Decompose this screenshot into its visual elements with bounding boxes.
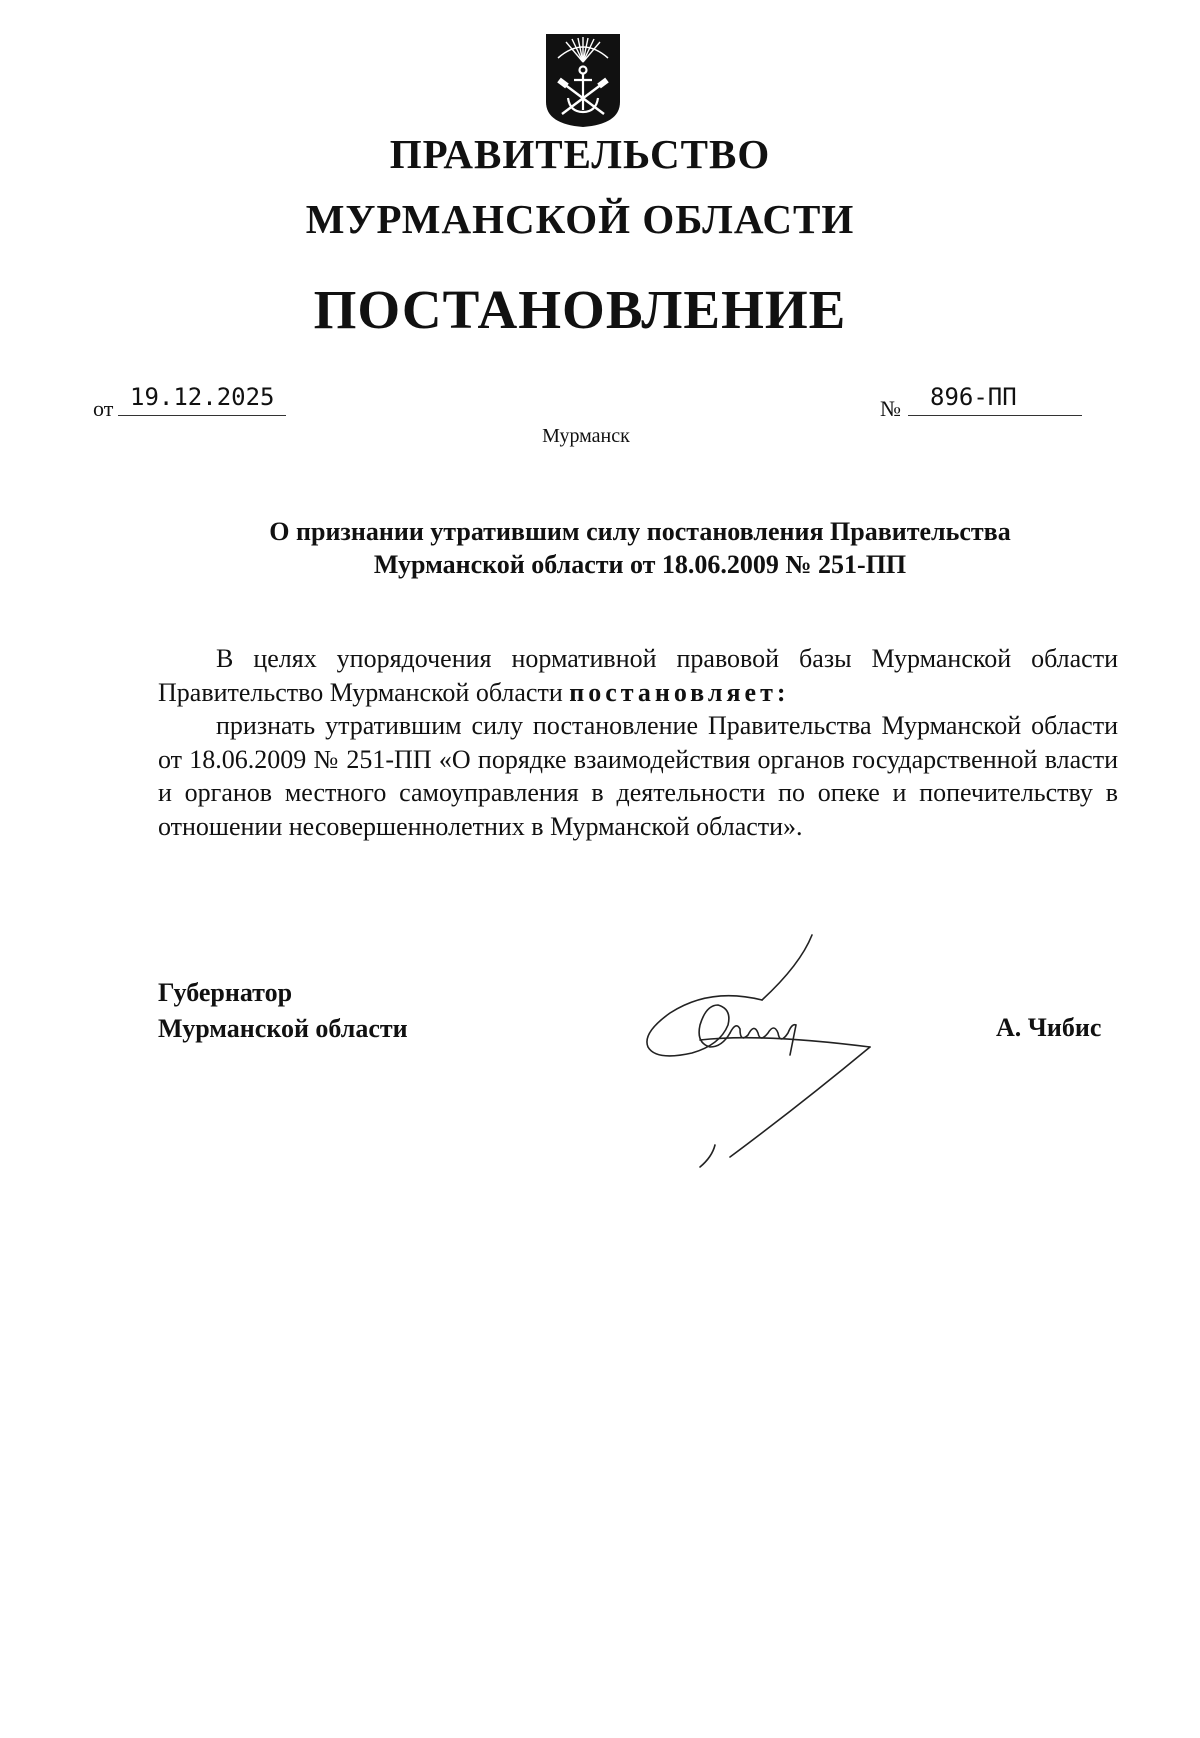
signer-title-line-2: Мурманской области bbox=[158, 1014, 408, 1043]
body-paragraph-resolution: признать утратившим силу постановление Правительства Мурманской области от 18.06.2009 № 251-ПП «О порядке взаимодействия органов государственной власти и органов местного самоуправления в деятельности по опеке и попечительству в отношении несовершеннолетних в Мурманской области». bbox=[158, 711, 1118, 841]
government-name: ПРАВИТЕЛЬСТВО bbox=[389, 131, 771, 177]
resolution-keyword: постановляет: bbox=[569, 677, 790, 707]
document-date: 19.12.2025 bbox=[118, 382, 286, 416]
signer-title-line-1: Губернатор bbox=[158, 978, 293, 1007]
subject-line-2: Мурманской области от 18.06.2009 № 251-ПП bbox=[373, 550, 907, 579]
number-prefix: № bbox=[880, 396, 901, 421]
body-paragraph-preamble bbox=[158, 642, 1118, 709]
subject-line-1: О признании утратившим силу постановления Правительства bbox=[269, 517, 1011, 546]
coat-of-arms-icon bbox=[544, 32, 622, 128]
issue-city: Мурманск bbox=[542, 425, 630, 447]
document-number: 896-ПП bbox=[908, 382, 1082, 416]
document-body bbox=[158, 642, 1118, 843]
handwritten-signature-icon bbox=[640, 925, 900, 1180]
region-name: МУРМАНСКОЙ ОБЛАСТИ bbox=[305, 196, 855, 242]
signer-name: А. Чибис bbox=[996, 1013, 1102, 1042]
signer-title bbox=[158, 975, 408, 1047]
document-subject bbox=[150, 515, 1130, 581]
date-prefix: от bbox=[93, 396, 114, 421]
preamble-text: В целях упорядочения нормативной правовой базы Мурманской области Правительство Мурманской области bbox=[158, 644, 1118, 707]
document-type: ПОСТАНОВЛЕНИЕ bbox=[313, 279, 847, 340]
